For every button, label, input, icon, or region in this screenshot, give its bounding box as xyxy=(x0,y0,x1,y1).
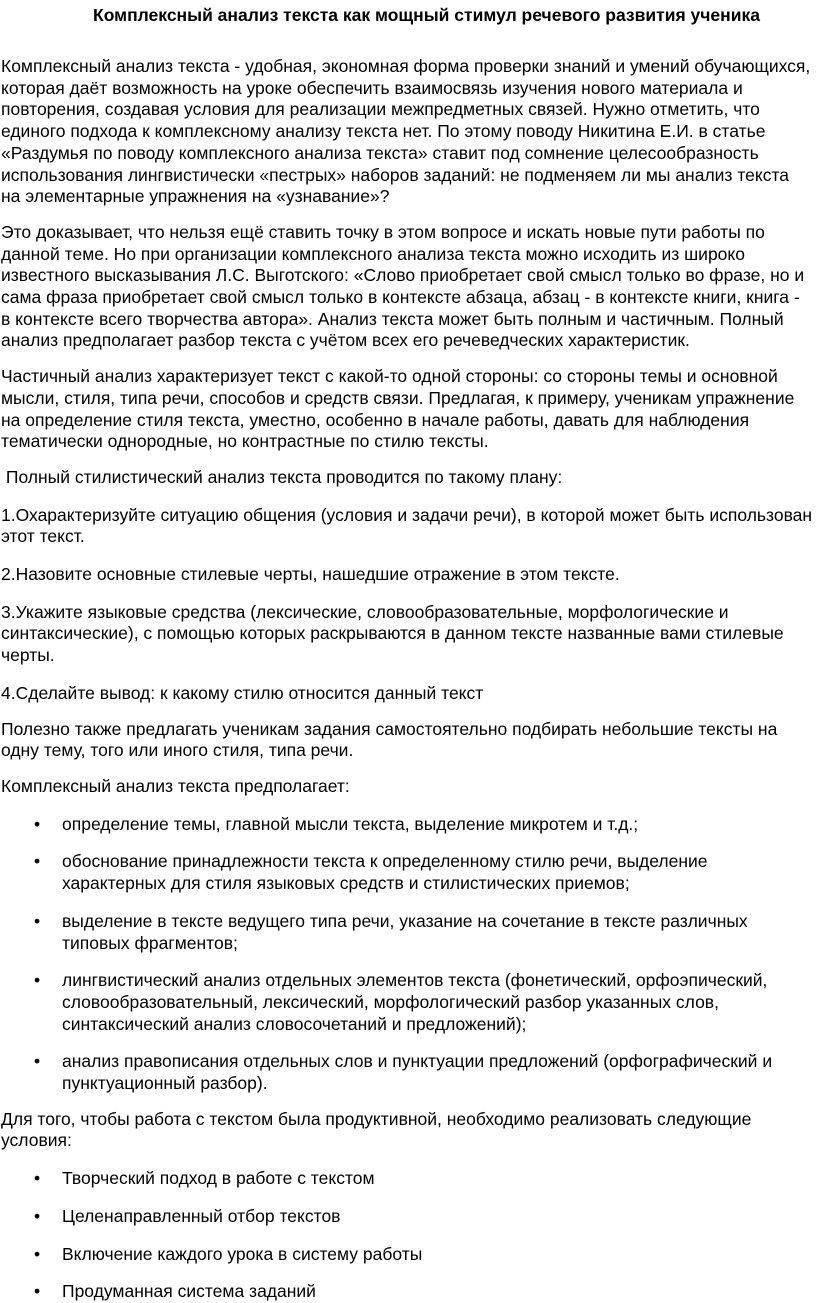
list-item xyxy=(1,1168,813,1190)
list-item-text: обоснование принадлежности текста к определенному стилю речи, выделение характерных для стиля языковых средств и стилистических приемов; xyxy=(62,851,708,894)
list-item-text: Включение каждого урока в систему работы xyxy=(62,1243,423,1264)
list-item-text: выделение в тексте ведущего типа речи, указание на сочетание в тексте различных типовых фрагментов; xyxy=(62,910,748,953)
bullet-icon: • xyxy=(34,1168,41,1189)
list-item-text: определение темы, главной мысли текста, выделение микротем и т.д.; xyxy=(62,813,639,834)
paragraph-complex-analysis-intro: Комплексный анализ текста предполагает: xyxy=(1,775,350,796)
list-item-text: Продуманная система заданий xyxy=(62,1281,316,1302)
bullet-icon: • xyxy=(34,813,41,834)
plan-item-2: 2.Назовите основные стилевые черты, нашедшие отражение в этом тексте. xyxy=(1,564,620,585)
list-item-text: лингвистический анализ отдельных элементов текста (фонетический, орфоэпический, словообразовательный, лексический, морфологический разбор указанных слов, синтаксический анализ словосочетаний и предложений); xyxy=(62,970,768,1034)
list-item xyxy=(1,1051,813,1094)
plan-item-3: 3.Укажите языковые средства (лексические, словообразовательные, морфологические и синтаксические), с помощью которых раскрываются в данном тексте названные вами стилевые черты. xyxy=(1,601,784,666)
list-item xyxy=(1,851,813,894)
paragraph-suggestion: Полезно также предлагать ученикам задания самостоятельно подбирать небольшие тексты на одну тему, того или иного стиля, типа речи. xyxy=(1,718,778,761)
paragraph-intro: Комплексный анализ текста - удобная, экономная форма проверки знаний и умений обучающихся, которая даёт возможность на уроке обеспечить взаимосвязь изучения нового материала и повторения, создавая условия для реализации межпредметных связей. Нужно отметить, что единого подхода к комплексному анализу текста нет. По этому поводу Никитина Е.И. в статье «Раздумья по поводу комплексного анализа текста» ставит под сомнение целесообразность использования лингвистически «пестрых» наборов заданий: не подменяем ли мы анализ текста на элементарные упражнения на «узнавание»? xyxy=(1,56,811,207)
list-item xyxy=(1,814,813,836)
bullet-icon: • xyxy=(34,1281,41,1302)
plan-item-4: 4.Сделайте вывод: к какому стилю относится данный текст xyxy=(1,682,484,703)
bullet-icon: • xyxy=(34,1243,41,1264)
complex-analysis-list xyxy=(1,814,813,1095)
document-title: Комплексный анализ текста как мощный стимул речевого развития ученика xyxy=(93,5,760,25)
conditions-list xyxy=(1,1168,813,1303)
list-item xyxy=(1,970,813,1035)
list-item xyxy=(1,1244,813,1266)
bullet-icon: • xyxy=(34,1051,41,1072)
bullet-icon: • xyxy=(34,910,41,931)
list-item xyxy=(1,911,813,954)
paragraph-conditions-intro: Для того, чтобы работа с текстом была продуктивной, необходимо реализовать следующие условия: xyxy=(1,1108,752,1151)
list-item-text: Творческий подход в работе с текстом xyxy=(62,1168,375,1189)
bullet-icon: • xyxy=(34,1205,41,1226)
document-body xyxy=(1,56,813,1303)
plan-item-1: 1.Охарактеризуйте ситуацию общения (условия и задачи речи), в которой может быть использован этот текст. xyxy=(1,504,813,547)
list-item-text: Целенаправленный отбор текстов xyxy=(62,1205,341,1226)
paragraph-partial-analysis: Частичный анализ характеризует текст с какой-то одной стороны: со стороны темы и основной мысли, стиля, типа речи, способов и средств связи. Предлагая, к примеру, ученикам упражнение на определение стиля текста, уместно, особенно в начале работы, давать для наблюдения тематически однородные, но контрастные по стилю тексты. xyxy=(1,366,795,452)
list-item xyxy=(1,1281,813,1303)
paragraph-vygotsky: Это доказывает, что нельзя ещё ставить точку в этом вопросе и искать новые пути работы по данной теме. Но при организации комплексного анализа текста можно исходить из широко известного высказывания Л.С. Выготского: «Слово приобретает свой смысл только во фразе, но и сама фраза приобретает свой смысл только в контексте абзаца, абзац - в контексте книги, книга - в контексте всего творчества автора». Анализ текста может быть полным и частичным. Полный анализ предполагает разбор текста с учётом всех его речеведческих характеристик. xyxy=(1,221,805,351)
list-item-text: анализ правописания отдельных слов и пунктуации предложений (орфографический и пунктуационный разбор). xyxy=(62,1051,773,1094)
bullet-icon: • xyxy=(34,851,41,872)
document-page xyxy=(0,4,816,1302)
list-item xyxy=(1,1206,813,1228)
bullet-icon: • xyxy=(34,970,41,991)
paragraph-plan-intro: Полный стилистический анализ текста проводится по такому плану: xyxy=(1,466,563,487)
